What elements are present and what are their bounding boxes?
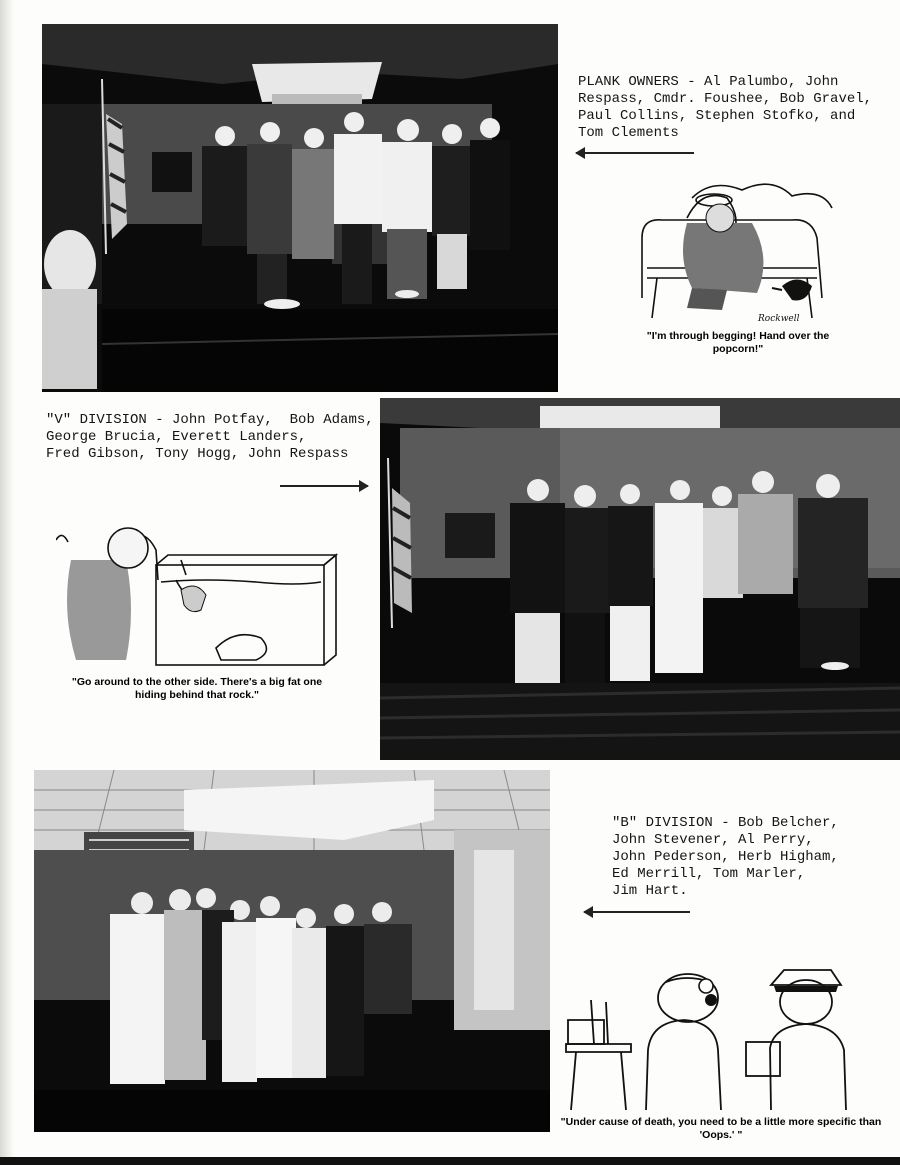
cartoon-bench-signature: Rockwell <box>758 314 800 324</box>
b-division-caption: "B" DIVISION - Bob Belcher, John Stevener, Al Perry, John Pederson, Herb Higham, Ed Merrill, Tom Marler, Jim Hart. <box>612 815 839 899</box>
cartoon-bench <box>632 178 844 363</box>
photo-plank-owners-scene <box>42 24 558 392</box>
cartoon-bench-drawing <box>632 178 844 328</box>
cartoon-aquarium-caption: "Go around to the other side. There's a big fat one hiding behind that rock." <box>71 676 323 701</box>
v-division-caption: "V" DIVISION - John Potfay, Bob Adams, George Brucia, Everett Landers, Fred Gibson, Tony Hogg, John Respass <box>46 412 374 462</box>
cartoon-bench-caption: "I'm through begging! Hand over the popcorn!" <box>646 330 830 355</box>
photo-plank-owners <box>42 24 558 392</box>
page-binding-edge <box>0 0 14 1165</box>
arrow-left-icon <box>576 152 694 154</box>
cartoon-aquarium-drawing <box>56 520 338 670</box>
cartoon-police <box>556 960 886 1152</box>
photo-b-division-scene <box>34 770 550 1132</box>
cartoon-police-caption: "Under cause of death, you need to be a little more specific than 'Oops.' " <box>560 1116 882 1141</box>
cartoon-aquarium <box>56 520 338 710</box>
photo-v-division-scene <box>380 398 900 760</box>
plank-owners-caption: PLANK OWNERS - Al Palumbo, John Respass, Cmdr. Foushee, Bob Gravel, Paul Collins, Stephen Stofko, and Tom Clements <box>578 74 873 141</box>
arrow-left-icon-2 <box>584 911 690 913</box>
arrow-right-icon <box>280 485 368 487</box>
photo-v-division <box>380 398 900 760</box>
page-bottom-edge <box>0 1157 900 1165</box>
cartoon-police-drawing <box>556 960 886 1112</box>
photo-b-division <box>34 770 550 1132</box>
